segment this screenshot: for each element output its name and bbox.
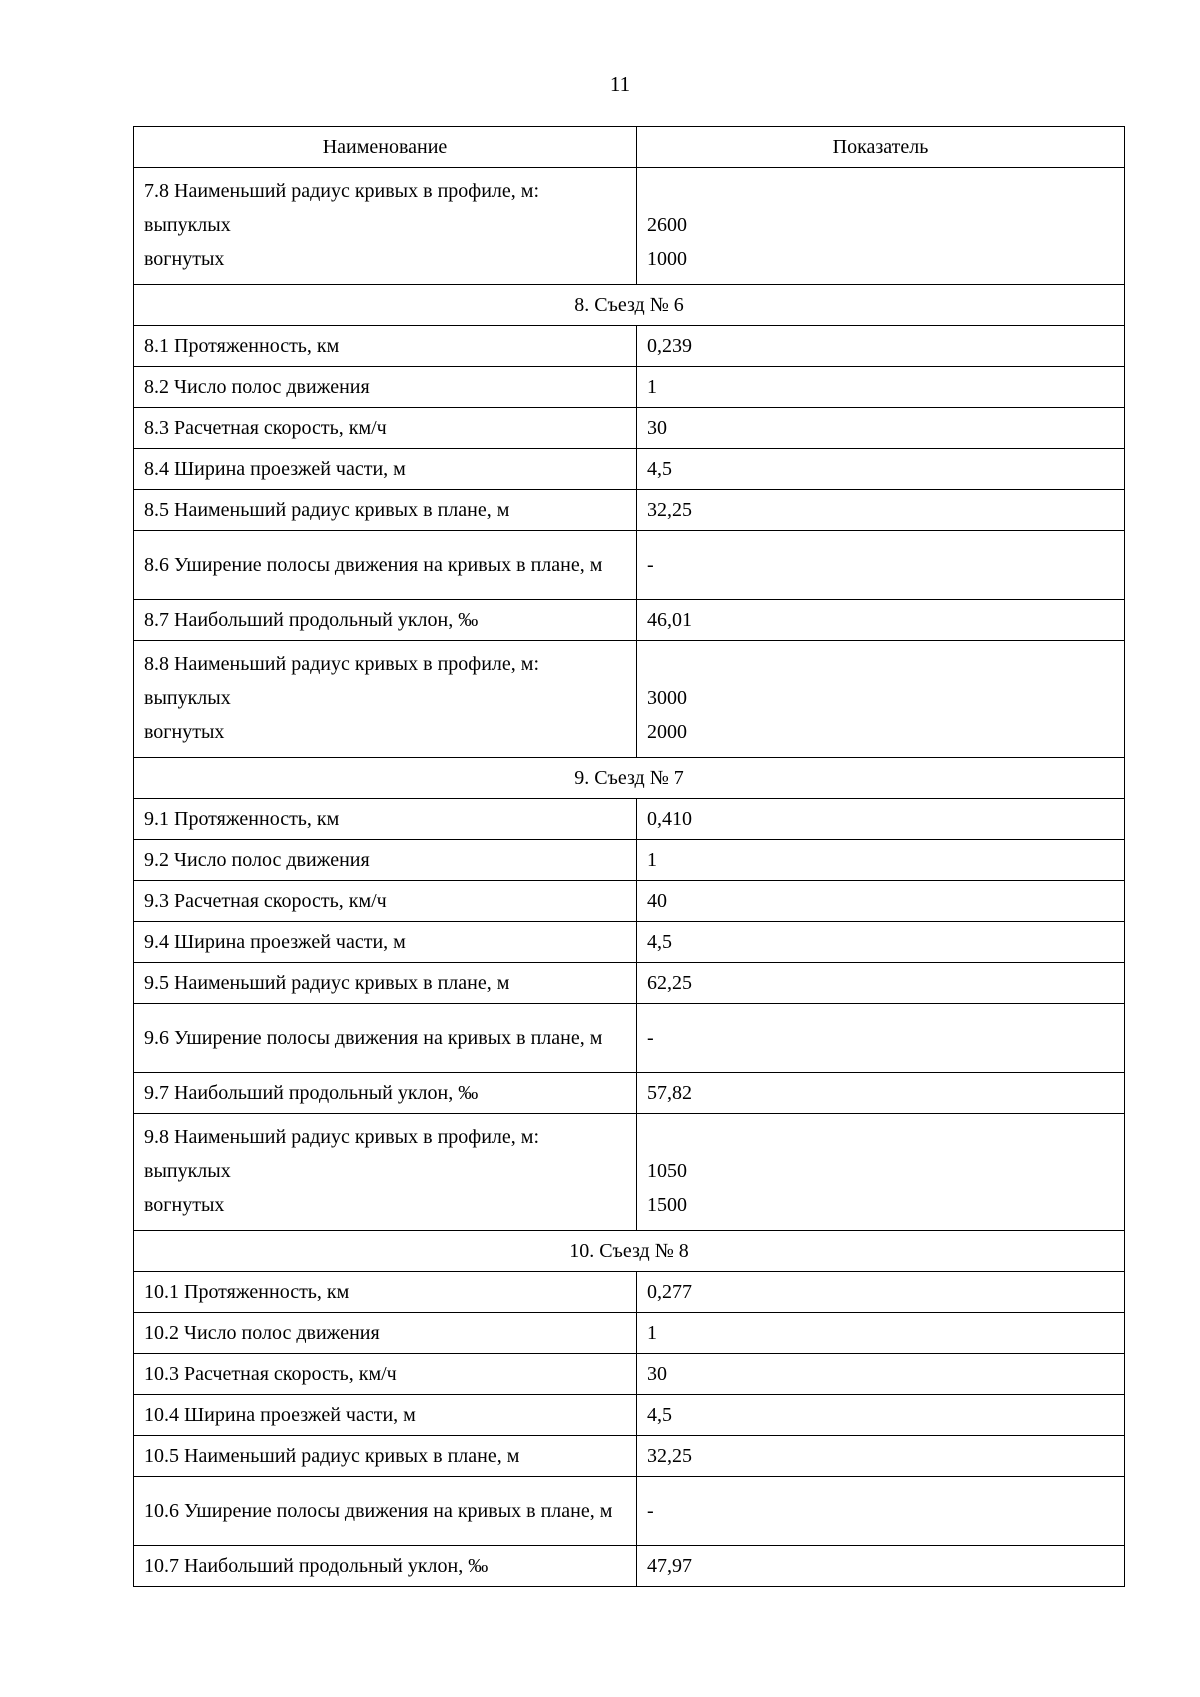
- row-value: -: [637, 1477, 1125, 1546]
- sub-value-convex: 3000: [647, 687, 687, 709]
- row-value: 62,25: [637, 963, 1125, 1004]
- row-value: 4,5: [637, 1395, 1125, 1436]
- row-value: 32,25: [637, 490, 1125, 531]
- row-name: 8.5 Наименьший радиус кривых в плане, м: [134, 490, 637, 531]
- section-row-10: [134, 1231, 1125, 1272]
- table-row: [134, 881, 1125, 922]
- row-value: 0,239: [637, 326, 1125, 367]
- row-name-cell: [134, 641, 637, 758]
- row-name: 10.2 Число полос движения: [134, 1313, 637, 1354]
- table-row: [134, 326, 1125, 367]
- row-value: 0,277: [637, 1272, 1125, 1313]
- section-title: 8. Съезд № 6: [134, 285, 1125, 326]
- table-row: [134, 1477, 1125, 1546]
- table-row: [134, 449, 1125, 490]
- sub-value-convex: 1050: [647, 1160, 687, 1182]
- sub-label-convex: выпуклых: [144, 1160, 231, 1182]
- row-name: 10.7 Наибольший продольный уклон, ‰: [134, 1546, 637, 1587]
- table-header-row: [134, 127, 1125, 168]
- table-row: [134, 1354, 1125, 1395]
- row-value-cell: [637, 641, 1125, 758]
- row-value-cell: [637, 168, 1125, 285]
- table-row: [134, 531, 1125, 600]
- row-name: 10.6 Уширение полосы движения на кривых в плане, м: [134, 1477, 637, 1546]
- specification-table: [133, 126, 1125, 1587]
- table-row: [134, 1073, 1125, 1114]
- row-value: 1: [637, 840, 1125, 881]
- table-row-7-8: [134, 168, 1125, 285]
- table-row: [134, 963, 1125, 1004]
- table-row: [134, 1395, 1125, 1436]
- row-name: 8.3 Расчетная скорость, км/ч: [134, 408, 637, 449]
- sub-value-concave: 1500: [647, 1194, 687, 1216]
- row-name: 8.4 Ширина проезжей части, м: [134, 449, 637, 490]
- table-row: [134, 1546, 1125, 1587]
- row-value: 46,01: [637, 600, 1125, 641]
- page-number: 11: [609, 72, 631, 96]
- section-row-8: [134, 285, 1125, 326]
- row-name: 8.7 Наибольший продольный уклон, ‰: [134, 600, 637, 641]
- table-row: [134, 1004, 1125, 1073]
- row-value: 0,410: [637, 799, 1125, 840]
- column-header-name: Наименование: [134, 127, 637, 168]
- row-value: 30: [637, 408, 1125, 449]
- section-title: 10. Съезд № 8: [134, 1231, 1125, 1272]
- row-value-cell: [637, 1114, 1125, 1231]
- row-title: 7.8 Наименьший радиус кривых в профиле, м:: [144, 180, 539, 202]
- row-name: 10.4 Ширина проезжей части, м: [134, 1395, 637, 1436]
- table-row: [134, 922, 1125, 963]
- row-value: 40: [637, 881, 1125, 922]
- row-value: 1: [637, 367, 1125, 408]
- table-row: [134, 799, 1125, 840]
- row-value: 1: [637, 1313, 1125, 1354]
- section-row-9: [134, 758, 1125, 799]
- row-value: 30: [637, 1354, 1125, 1395]
- table-row-9-8: [134, 1114, 1125, 1231]
- sub-value-convex: 2600: [647, 214, 687, 236]
- row-name: 9.5 Наименьший радиус кривых в плане, м: [134, 963, 637, 1004]
- row-value: 32,25: [637, 1436, 1125, 1477]
- row-value: 4,5: [637, 449, 1125, 490]
- row-name: 9.1 Протяженность, км: [134, 799, 637, 840]
- table-row: [134, 408, 1125, 449]
- row-value: 57,82: [637, 1073, 1125, 1114]
- row-name: 9.6 Уширение полосы движения на кривых в плане, м: [134, 1004, 637, 1073]
- table-row: [134, 1272, 1125, 1313]
- row-name-cell: [134, 1114, 637, 1231]
- table-row: [134, 367, 1125, 408]
- section-title: 9. Съезд № 7: [134, 758, 1125, 799]
- row-title: 8.8 Наименьший радиус кривых в профиле, м:: [144, 653, 539, 675]
- row-name: 9.2 Число полос движения: [134, 840, 637, 881]
- row-name: 9.4 Ширина проезжей части, м: [134, 922, 637, 963]
- sub-label-convex: выпуклых: [144, 214, 231, 236]
- table-row: [134, 600, 1125, 641]
- row-value: -: [637, 1004, 1125, 1073]
- row-name: 8.1 Протяженность, км: [134, 326, 637, 367]
- row-name: 8.6 Уширение полосы движения на кривых в плане, м: [134, 531, 637, 600]
- row-name: 10.1 Протяженность, км: [134, 1272, 637, 1313]
- table-row: [134, 1313, 1125, 1354]
- sub-value-concave: 2000: [647, 721, 687, 743]
- table-row: [134, 1436, 1125, 1477]
- row-name: 9.3 Расчетная скорость, км/ч: [134, 881, 637, 922]
- row-value: 4,5: [637, 922, 1125, 963]
- table-row: [134, 840, 1125, 881]
- row-name: 10.5 Наименьший радиус кривых в плане, м: [134, 1436, 637, 1477]
- table-row: [134, 490, 1125, 531]
- sub-label-concave: вогнутых: [144, 1194, 225, 1216]
- row-name-cell: [134, 168, 637, 285]
- row-name: 10.3 Расчетная скорость, км/ч: [134, 1354, 637, 1395]
- sub-label-concave: вогнутых: [144, 721, 225, 743]
- row-title: 9.8 Наименьший радиус кривых в профиле, м:: [144, 1126, 539, 1148]
- row-value: 47,97: [637, 1546, 1125, 1587]
- table-row-8-8: [134, 641, 1125, 758]
- sub-value-concave: 1000: [647, 248, 687, 270]
- row-name: 9.7 Наибольший продольный уклон, ‰: [134, 1073, 637, 1114]
- column-header-value: Показатель: [637, 127, 1125, 168]
- row-value: -: [637, 531, 1125, 600]
- row-name: 8.2 Число полос движения: [134, 367, 637, 408]
- sub-label-convex: выпуклых: [144, 687, 231, 709]
- sub-label-concave: вогнутых: [144, 248, 225, 270]
